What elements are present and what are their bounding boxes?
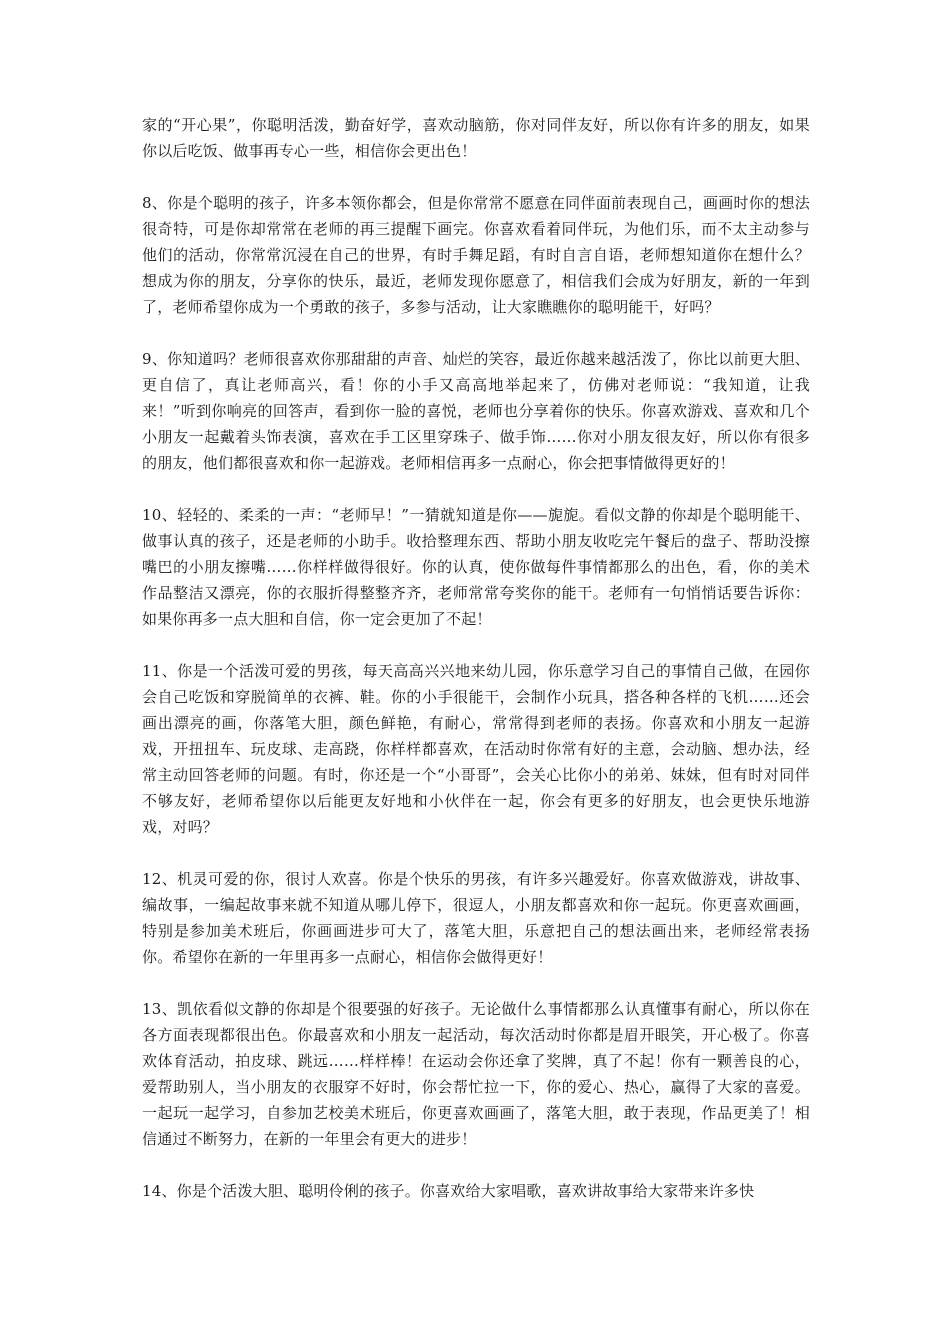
paragraph-11: 11、你是一个活泼可爱的男孩，每天高高兴兴地来幼儿园，你乐意学习自己的事情自己做，在园你会自己吃饭和穿脱简单的衣裤、鞋。你的小手很能干，会制作小玩具，搭各种各样的飞机……还会画出漂亮的画，你落笔大胆，颜色鲜艳，有耐心，常常得到老师的表扬。你喜欢和小朋友一起游戏，开扭扭车、玩皮球、走高跷，你样样都喜欢，在活动时你常有好的主意，会动脑、想办法，经常主动回答老师的问题。有时，你还是一个“小哥哥”，会关心比你小的弟弟、妹妹，但有时对同伴不够友好，老师希望你以后能更友好地和小伙伴在一起，你会有更多的好朋友，也会更快乐地游戏，对吗？ [142,662,810,836]
document-page [142,112,810,1204]
paragraph-13: 13、凯依看似文静的你却是个很要强的好孩子。无论做什么事情都那么认真懂事有耐心，所以你在各方面表现都很出色。你最喜欢和小朋友一起活动，每次活动时你都是眉开眼笑，开心极了。你喜欢体育活动，拍皮球、跳远……样样棒！在运动会你还拿了奖牌，真了不起！你有一颗善良的心，爱帮助别人，当小朋友的衣服穿不好时，你会帮忙拉一下，你的爱心、热心，赢得了大家的喜爱。一起玩一起学习，自参加艺校美术班后，你更喜欢画画了，落笔大胆，敢于表现，作品更美了！相信通过不断努力，在新的一年里会有更大的进步！ [142,1000,810,1148]
paragraph-10: 10、轻轻的、柔柔的一声：“老师早！”一猜就知道是你——旎旎。看似文静的你却是个聪明能干、做事认真的孩子，还是老师的小助手。收拾整理东西、帮助小朋友收吃完午餐后的盘子、帮助没擦嘴巴的小朋友擦嘴……你样样做得很好。你的认真，使你做每件事情都那么的出色，看，你的美术作品整洁又漂亮，你的衣服折得整整齐齐，老师常常夸奖你的能干。老师有一句悄悄话要告诉你：如果你再多一点大胆和自信，你一定会更加了不起！ [142,506,810,628]
paragraph-8: 8、你是个聪明的孩子，许多本领你都会，但是你常常不愿意在同伴面前表现自己，画画时你的想法很奇特，可是你却常常在老师的再三提醒下画完。你喜欢看着同伴玩，为他们乐，而不太主动参与他们的活动，你常常沉浸在自己的世界，有时手舞足蹈，有时自言自语，老师想知道你在想什么？想成为你的朋友，分享你的快乐，最近，老师发现你愿意了，相信我们会成为好朋友，新的一年到了，老师希望你成为一个勇敢的孩子，多参与活动，让大家瞧瞧你的聪明能干，好吗？ [142,194,810,316]
paragraph-12: 12、机灵可爱的你，很讨人欢喜。你是个快乐的男孩，有许多兴趣爱好。你喜欢做游戏，讲故事、编故事，一编起故事来就不知道从哪儿停下，很逗人，小朋友都喜欢和你一起玩。你更喜欢画画，特别是参加美术班后，你画画进步可大了，落笔大胆，乐意把自己的想法画出来，老师经常表扬你。希望你在新的一年里再多一点耐心，相信你会做得更好！ [142,870,810,966]
paragraph-9: 9、你知道吗？老师很喜欢你那甜甜的声音、灿烂的笑容，最近你越来越活泼了，你比以前更大胆、更自信了，真让老师高兴，看！你的小手又高高地举起来了，仿佛对老师说：“我知道，让我来！”听到你响亮的回答声，看到你一脸的喜悦，老师也分享着你的快乐。你喜欢游戏、喜欢和几个小朋友一起戴着头饰表演，喜欢在手工区里穿珠子、做手饰……你对小朋友很友好，所以你有很多的朋友，他们都很喜欢和你一起游戏。老师相信再多一点耐心，你会把事情做得更好的！ [142,350,810,472]
paragraph-14-start: 14、你是个活泼大胆、聪明伶俐的孩子。你喜欢给大家唱歌，喜欢讲故事给大家带来许多快 [142,1182,755,1200]
paragraph-7-ending: 家的“开心果”，你聪明活泼，勤奋好学，喜欢动脑筋，你对同伴友好，所以你有许多的朋友，如果你以后吃饭、做事再专心一些，相信你会更出色！ [142,116,810,160]
